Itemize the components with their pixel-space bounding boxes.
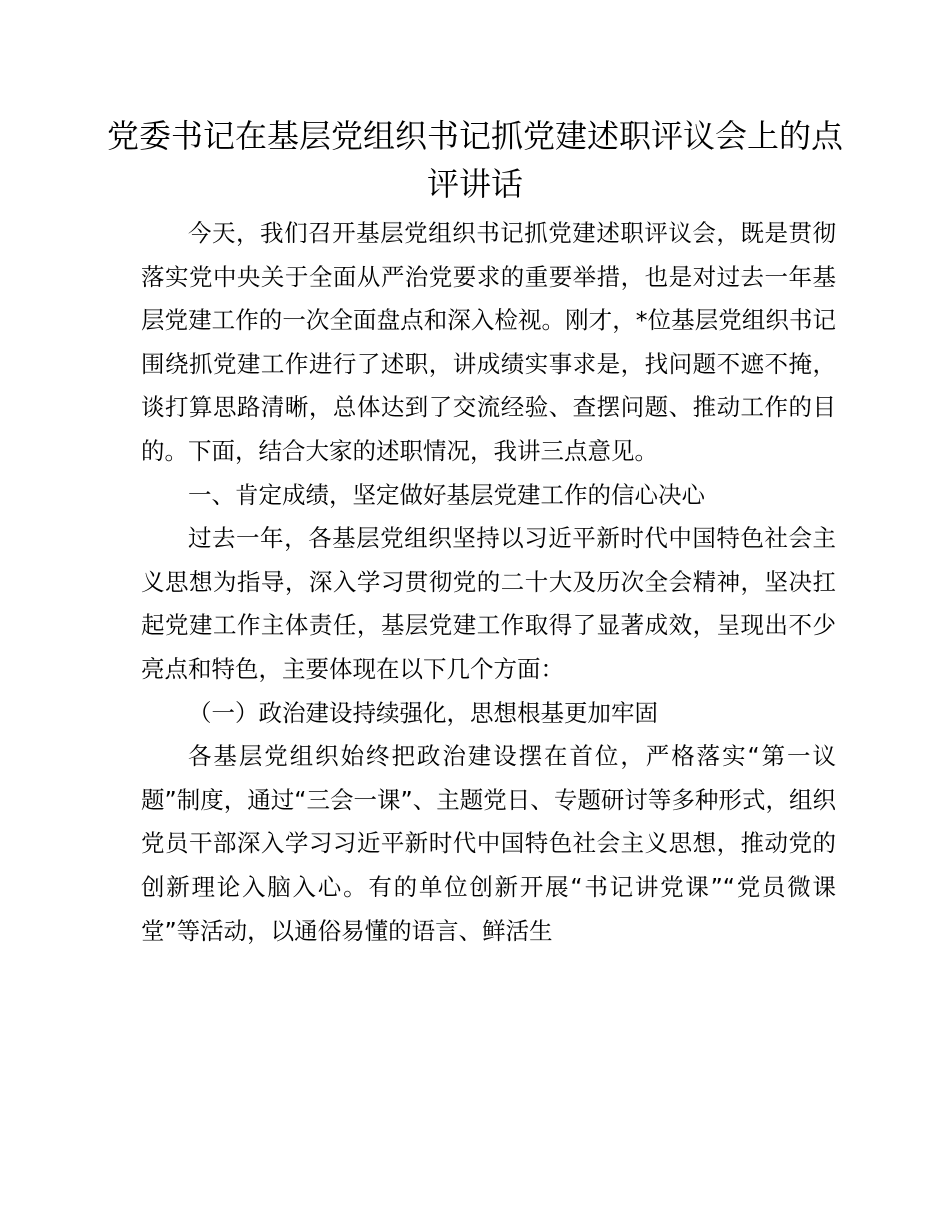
subsection-heading-1: （一）政治建设持续强化，思想根基更加牢固 [188, 698, 658, 727]
document-title: 党委书记在基层党组织书记抓党建述职评议会上的点评讲话 [106, 117, 843, 203]
document-body [141, 212, 836, 953]
paragraph-subsection-1: 各基层党组织始终把政治建设摆在首位，严格落实“第一议题”制度，通过“三会一课”、主题党日、专题研讨等多种形式，组织党员干部深入学习习近平新时代中国特色社会主义思想，推动党的创新理论入脑入心。有的单位创新开展“书记讲党课”“党员微课堂”等活动，以通俗易懂的语言、鲜活生 [141, 742, 836, 945]
section-heading-1: 一、肯定成绩，坚定做好基层党建工作的信心决心 [188, 480, 705, 509]
paragraph-intro: 今天，我们召开基层党组织书记抓党建述职评议会，既是贯彻落实党中央关于全面从严治党要求的重要举措，也是对过去一年基层党建工作的一次全面盘点和深入检视。刚才，*位基层党组织书记围绕抓党建工作进行了述职，讲成绩实事求是，找问题不遮不掩，谈打算思路清晰，总体达到了交流经验、查摆问题、推动工作的目的。下面，结合大家的述职情况，我讲三点意见。 [141, 219, 836, 465]
paragraph-section-1: 过去一年，各基层党组织坚持以习近平新时代中国特色社会主义思想为指导，深入学习贯彻党的二十大及历次全会精神，坚决扛起党建工作主体责任，基层党建工作取得了显著成效，呈现出不少亮点和特色，主要体现在以下几个方面： [141, 524, 836, 683]
